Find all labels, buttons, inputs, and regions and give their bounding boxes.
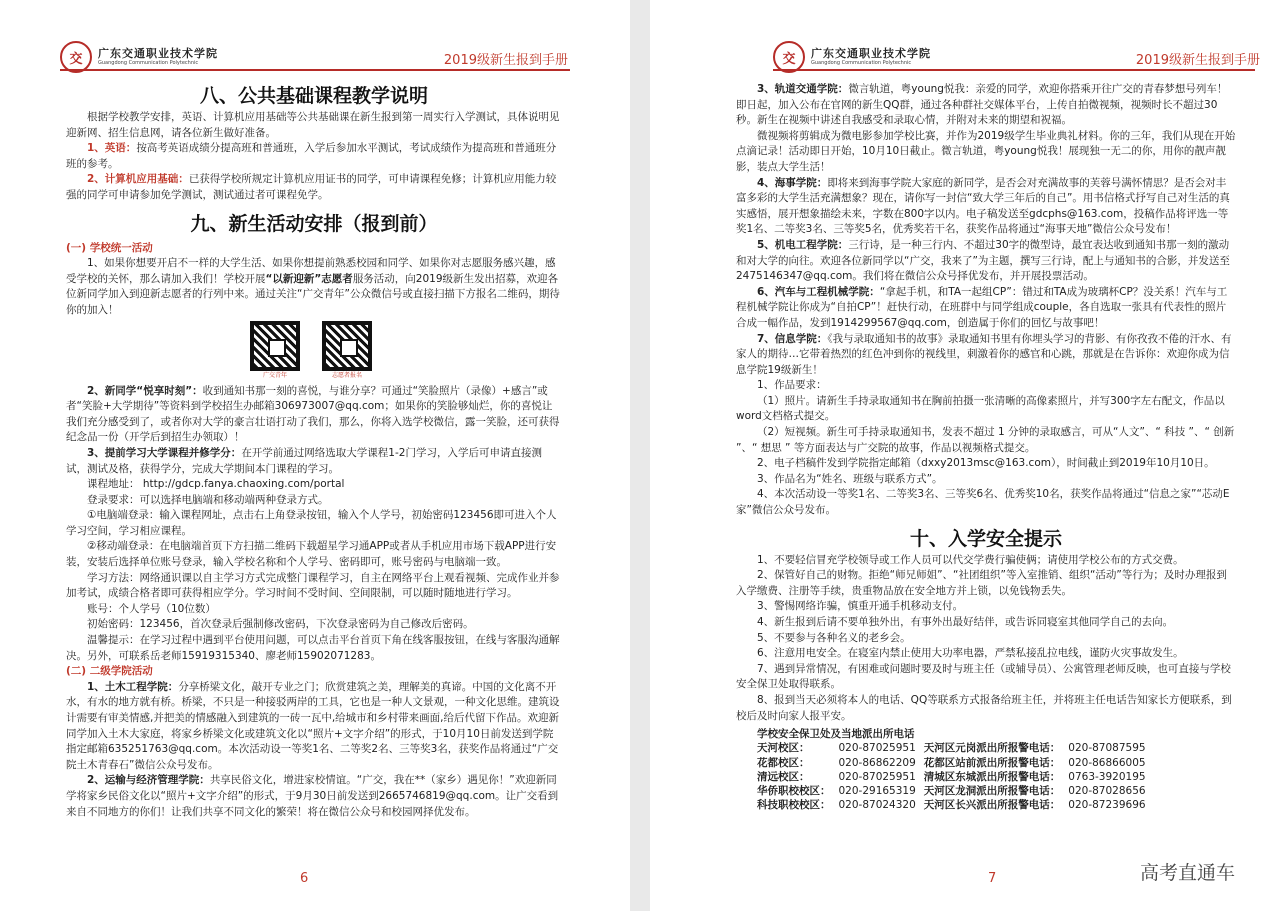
school-name-cn: 广东交通职业技术学院	[811, 47, 931, 60]
mechatronics-activity: 5、机电工程学院：三行诗，是一种三行内、不超过30字的微型诗，最宜表达收到通知书那一刻的激动和对大学的向往。欢迎各位新同学以“广交，我来了”为主题，撰写三行诗，配上与通知书的合影，并发送至2475146347@qq.com。我们将在微信公众号择优发布，并开展投票活动。	[736, 238, 1230, 283]
safety-tip: 3、警惕网络诈骗，慎重开通手机移动支付。	[757, 600, 964, 613]
section-8-intro: 根据学校教学安排，英语、计算机应用基础等公共基础课在新生报到第一周实行入学测试，具体说明见迎新网、招生信息网，请各位新生做好准备。	[66, 111, 560, 139]
subsection-college-activities: (二) 二级学院活动	[66, 665, 153, 678]
school-seal-icon: 交	[773, 41, 805, 73]
school-seal-icon: 交	[60, 41, 92, 73]
safety-tip: 5、不要参与各种名义的老乡会。	[757, 631, 911, 644]
requirement-awards: 4、本次活动设一等奖1名、二等奖3名、三等奖6名、优秀奖10名，获奖作品将通过“信息之家”“芯动E家”微信公众号发布。	[736, 488, 1230, 517]
activity-online-course: 3、提前学习大学课程并修学分：在开学前通过网络选取大学课程1-2门学习，入学后可申请直接测试，测试及格，获得学分，完成大学期间本门课程的学习。	[66, 446, 542, 475]
page-body	[736, 82, 1236, 812]
contact-row: 花都校区： 020-86862209 花都区站前派出所报警电话： 020-86866005	[757, 756, 1146, 769]
page-body	[66, 82, 562, 820]
qr-code-icon	[322, 321, 372, 371]
requirement-video: （2）短视频。新生可手持录取通知书，发表不超过 1 分钟的录取感言，可从“人文”、“ 科技 ”、“ 创新 ”、“ 想思 ” 等方面表达与广交院的故事，作品以视频格式提交。	[736, 426, 1235, 454]
watermark-text: 高考直通车	[1140, 862, 1236, 884]
page-left	[0, 0, 630, 911]
qr-volunteer-signup[interactable]: 志愿者报名	[322, 321, 372, 380]
page-right	[650, 0, 1280, 911]
school-name-cn: 广东交通职业技术学院	[98, 47, 218, 60]
activity-volunteer: 1、如果你想要开启不一样的大学生活、如果你想提前熟悉校园和同学、如果你对志愿服务感兴趣，感受学校的关怀，那么请加入我们！学校开展“以新迎新”志愿者服务活动，向2019级新生发出招募，欢迎各位新同学加入到迎新志愿者的行列中来。通过关注“广交青年”公众微信号或直接扫描下方报名二维码，期待你的加入！	[66, 257, 560, 316]
information-activity: 7、信息学院：《我与录取通知书的故事》录取通知书里有你埋头学习的背影、有你孜孜不倦的汗水、有家人的期待…它带着热烈的红色冲到你的视线里，刺激着你的感官和心跳，那就是在告诉你：欢迎你成为信息学院19级新生！	[736, 332, 1232, 376]
safety-tip: 4、新生报到后请不要单独外出，有事外出最好结伴，或告诉同寝室其他同学自己的去向。	[757, 616, 1174, 628]
contact-table	[757, 741, 1154, 812]
contact-row: 华侨职校校区： 020-29165319 天河区龙洞派出所报警电话： 020-87028656	[757, 784, 1146, 797]
login-ways: 登录要求：可以选择电脑端和移动端两种登录方式。	[87, 493, 329, 506]
initial-password: 初始密码：123456，首次登录后强制修改密码，下次登录密码为自己修改后密码。	[87, 618, 474, 631]
requirement-naming: 3、作品名为“姓名、班级与联系方式”。	[757, 472, 943, 485]
rail-transit-activity-cont: 微视频将剪辑成为微电影参加学校比赛，并作为2019级学生毕业典礼材料。你的三年，我们从现在开始点滴记录！活动即日开始，10月10日截止。微言轨道，粤young悦我！展现独一无二的你，用你的靓声靓影，装点大学生活！	[736, 129, 1236, 173]
transport-economics-activity: 2、运输与经济管理学院：共享民俗文化，增进家校情谊。“广交，我在**（家乡）遇见你！”欢迎新同学将家乡民俗文化以“照片+文字介绍”的形式，于9月30日前发送到2665746819@qq.com。让广交看到来自不同地方的你们！让我们共享不同文化的繁荣！将在微信公众号和校园网择优发布。	[66, 774, 559, 818]
page-header	[650, 0, 1280, 68]
qr-guangjiao-youth[interactable]: 广交青年	[250, 321, 300, 380]
qr-code-row	[241, 321, 381, 380]
requirement-email: 2、电子档稿件发到学院指定邮箱（dxxy2013msc@163.com），时间截止到2019年10月10日。	[757, 457, 1215, 470]
safety-tip: 7、遇到异常情况，有困难或问题时要及时与班主任（或辅导员）、公寓管理老师反映，也可直接与学校安全保卫处取得联系。	[736, 662, 1231, 691]
english-item: 1、英语：按高考英语成绩分提高班和普通班，入学后参加水平测试，考试成绩作为提高班和普通班分班的参考。	[66, 142, 557, 170]
tips: 温馨提示：在学习过程中遇到平台使用问题，可以点击平台首页下角在线客服按钮，在线与客服沟通解决。另外，可联系岳老师15919315340、廖老师15902071283。	[66, 634, 560, 662]
rail-transit-activity: 3、轨道交通学院：微言轨道，粤young悦我：亲爱的同学，欢迎你搭乘开往广交的青春梦想号列车！即日起，加入公布在官网的新生QQ群，通过各种群社交媒体平台，上传自拍微视频，视频时长不超过30秒。新生在视频中讲述自我感受和录取心情，并附对未来的期望和祝福。	[736, 83, 1228, 127]
requirements-title: 1、作品要求：	[757, 379, 827, 392]
mobile-login: ②移动端登录：在电脑端首页下方扫描二维码下载超星学习通APP或者从手机应用市场下载APP进行安装，安装后选择单位账号登录，输入学校名称和个人学号、密码即可，账号密码与电脑端一致。	[66, 540, 557, 569]
activity-happy-moment: 2、新同学“悦享时刻”：收到通知书那一刻的喜悦，与谁分享？可通过“笑脸照片（录像）+感言”或者“笑脸+大学期待”等资料到学校招生办邮箱306973007@qq.com；如果你的笑脸够灿烂，你的喜悦让我们充分感受到了，或者你对大学的豪言壮语打动了我们，那么，你将入选学校微信，露一笑脸，还可获得纪念品一份（开学后到招生办领取）！	[66, 384, 560, 444]
subsection-school-activities: (一) 学校统一活动	[66, 241, 153, 254]
account-info: 账号：个人学号（10位数）	[87, 602, 216, 615]
requirement-photo: （1）照片。请新生手持录取通知书在胸前拍摄一张清晰的高像素照片，并写300字左右配文，作品以word文档格式提交。	[736, 394, 1225, 423]
section-8-heading: 八、公共基础课程教学说明	[199, 85, 428, 107]
header-divider	[60, 69, 570, 71]
page-number: 6	[300, 871, 309, 886]
civil-engineering-activity: 1、土木工程学院：分享桥梁文化，敲开专业之门；欣赏建筑之美，理解美的真谛。中国的文化离不开水，有水的地方就有桥。桥梁，不只是一种接驳两岸的工具，它也是一种人文景观，一种文化思维。建筑设计需要有审美情感,并把美的情感融入到建筑的一砖一瓦中,给城市和乡村带来画面,给后代留下作品。欢迎新同学加入土木大家庭，将家乡桥梁文化或建筑文化以“照片+文字介绍”的形式，于10月10日前发送到学院指定邮箱635251763@qq.com。本次活动设一等奖1名、二等奖2名、三等奖3名，获奖作品将通过“广交院土木青春石”微信公众号发布。	[66, 680, 560, 771]
safety-tip: 1、不要轻信冒充学校领导或工作人员可以代交学费行骗使俩；请使用学校公布的方式交费。	[757, 553, 1184, 566]
maritime-activity: 4、海事学院：即将来到海事学院大家庭的新同学，是否会对充满故事的芙蓉号满怀情思？是否会对丰富多彩的大学生活充满想象？现在，请你写一封信“致大学三年后的自己”。用书信格式抒写自己对生活的真实感悟，展开想象描绘未来，字数在800字以内。电子稿发送至gdcphs@163.com，投稿作品将评选一等奖1名、二等奖3名、三等奖5名，优秀奖若干名，获奖作品将通过“海事天地”微信公众号发布！	[736, 176, 1230, 236]
qr-code-icon	[250, 321, 300, 371]
study-method: 学习方法：网络通识课以自主学习方式完成整门课程学习，自主在网络平台上观看视频、完成作业并参加考试，成绩合格者即可获得相应学分。学习时间不受时间、空间限制，可以随时随地进行学习。	[66, 571, 560, 600]
school-name-en: Guangdong Communication Polytechnic	[98, 60, 199, 66]
header-divider	[773, 69, 1255, 71]
course-url: 课程地址： http://gdcp.fanya.chaoxing.com/portal	[87, 478, 345, 491]
contact-row: 天河校区： 020-87025951 天河区元岗派出所报警电话： 020-87087595	[757, 742, 1146, 755]
section-9-heading: 九、新生活动安排（报到前）	[190, 212, 438, 235]
contact-block	[757, 727, 1236, 812]
page-header	[0, 0, 630, 68]
guide-title: 2019级新生报到手册	[443, 53, 568, 68]
contact-row: 科技职校校区： 020-87024320 天河区长兴派出所报警电话： 020-87239696	[757, 799, 1146, 812]
contact-row: 清远校区： 020-87025951 清城区东城派出所报警电话： 0763-3920195	[757, 770, 1146, 783]
safety-tip: 8、报到当天必须将本人的电话、QQ等联系方式报备给班主任，并将班主任电话告知家长方便联系，到校后及时向家人报平安。	[736, 693, 1232, 722]
automotive-activity: 6、汽车与工程机械学院：“拿起手机，和TA一起组CP”：错过和TA成为玻璃杯CP？没关系！汽车与工程机械学院让你成为“自拍CP”！赶快行动，在班群中与同学组成couple，各自选取一张具有代表性的照片合成一幅作品，发到1914299567@qq.com，创造属于你们的回忆与故事吧！	[736, 285, 1228, 329]
school-name-en: Guangdong Communication Polytechnic	[811, 60, 912, 66]
section-10-heading: 十、入学安全提示	[909, 527, 1062, 550]
guide-title: 2019级新生报到手册	[1135, 53, 1260, 68]
computer-item: 2、计算机应用基础：已获得学校所规定计算机应用证书的同学，可申请课程免修；计算机应用能力较强的同学可申请参加免学测试，测试通过者可课程免学。	[66, 173, 557, 201]
contact-title: 学校安全保卫处及当地派出所电话	[757, 728, 915, 741]
safety-tip: 6、注意用电安全。在寝室内禁止使用大功率电器，严禁私接乱拉电线，谨防火灾事故发生。	[757, 647, 1184, 660]
page-number: 7	[988, 871, 997, 886]
safety-tip: 2、保管好自己的财物。拒绝“师兄师姐”、“社团组织”等入室推销、组织“活动”等行为；及时办理报到入学缴费、注册等手续，贵重物品放在安全地方并上锁，以免钱物丢失。	[736, 569, 1227, 597]
pc-login: ①电脑端登录：输入课程网址，点击右上角登录按钮，输入个人学号，初始密码123456即可进入个人学习空间，学习相应课程。	[66, 509, 557, 537]
